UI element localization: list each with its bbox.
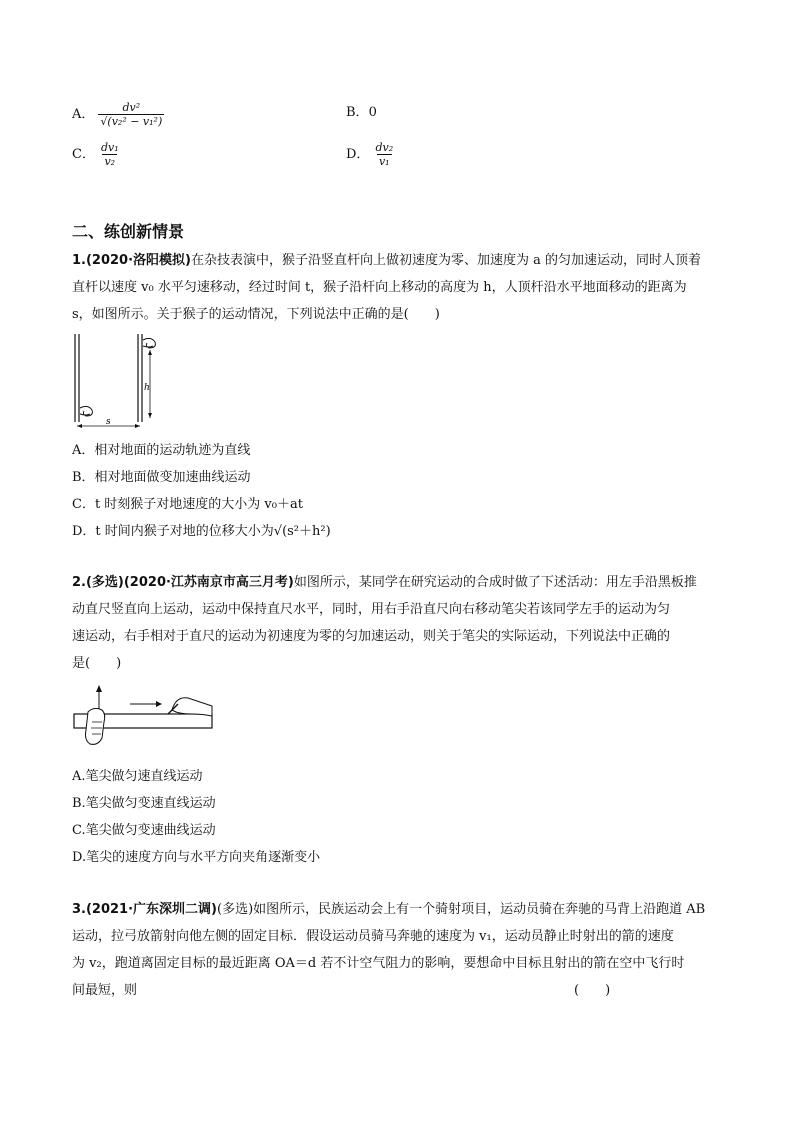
question-2-text-4: 是( )	[72, 656, 122, 671]
question-3-text-1: (多选)如图所示，民族运动会上有一个骑射项目，运动员骑在奔驰的马背上沿跑道 AB	[217, 902, 706, 917]
ruler-hands-figure	[72, 682, 214, 750]
monkey-top-icon	[143, 338, 155, 348]
question-3-line-1	[72, 896, 722, 923]
option-c-denominator: v₂	[104, 155, 116, 168]
question-1-option-c: C．t 时刻猴子对地速度的大小为 v₀＋at	[72, 497, 303, 512]
question-1-option-a: A．相对地面的运动轨迹为直线	[72, 443, 251, 458]
question-2-text-1: 如图所示，某同学在研究运动的合成时做了下述活动：用左手沿黑板推	[293, 575, 697, 590]
height-label: h	[144, 383, 150, 393]
distance-label: s	[106, 417, 111, 427]
question-2	[72, 569, 722, 677]
question-3-source: (2021·广东深圳二调)	[85, 902, 217, 917]
question-1-options	[72, 437, 331, 545]
option-a-label: A．	[72, 107, 95, 122]
question-1-text-1: 在杂技表演中，猴子沿竖直杆向上做初速度为零、加速度为 a 的匀加速运动，同时人顶着	[191, 253, 702, 268]
option-d	[346, 141, 395, 168]
option-a	[72, 101, 164, 128]
question-3-text-3: 为 v₂，跑道离固定目标的最近距离 OA＝d 若不计空气阻力的影响，要想命中目标且射出的箭在空中飞行时	[72, 956, 685, 971]
option-b-label: B．	[346, 105, 369, 120]
question-1-source: (2020·洛阳模拟)	[85, 253, 191, 268]
question-1-line-1	[72, 247, 722, 274]
question-1-text-3: s，如图所示。关于猴子的运动情况，下列说法中正确的是( )	[72, 307, 440, 322]
option-a-numerator: dv²	[122, 101, 141, 114]
option-a-fraction	[98, 101, 164, 128]
question-2-text-2: 动直尺竖直向上运动，运动中保持直尺水平，同时，用右手沿直尺向右移动笔尖若该同学左手的运动为匀	[72, 602, 671, 617]
question-2-line-1	[72, 569, 722, 596]
option-c	[72, 141, 121, 168]
question-2-option-d: D.笔尖的速度方向与水平方向夹角逐渐变小	[72, 850, 321, 865]
question-2-source: (多选)(2020·江苏南京市高三月考)	[85, 575, 294, 590]
question-3-bracket: ( )	[574, 983, 611, 998]
question-3-text-4: 间最短，则	[72, 983, 138, 998]
monkey-bottom-icon	[80, 406, 92, 416]
option-d-label: D．	[346, 147, 370, 162]
question-1-text-2: 直杆以速度 v₀ 水平匀速移动，经过时间 t，猴子沿杆向上移动的高度为 h，人顶杆沿水平地面移动的距离为	[72, 280, 687, 295]
option-b-value: 0	[368, 105, 377, 120]
option-a-denominator: √(v₂² − v₁²)	[100, 115, 163, 128]
question-2-option-a: A.笔尖做匀速直线运动	[72, 769, 203, 784]
option-c-label: C．	[72, 147, 95, 162]
question-2-options	[72, 763, 320, 871]
question-1-number: 1.	[72, 253, 86, 268]
question-2-text-3: 速运动，右手相对于直尺的运动为初速度为零的匀加速运动，则关于笔尖的实际运动，下列说法中正确的	[72, 629, 671, 644]
option-c-numerator: dv₁	[100, 141, 119, 154]
question-3	[72, 896, 722, 1004]
right-hand-icon	[172, 698, 212, 716]
option-d-numerator: dv₂	[375, 141, 394, 154]
question-3-text-2: 运动，拉弓放箭射向他左侧的固定目标．假设运动员骑马奔驰的速度为 v₁，运动员静止时射出的箭的速度	[72, 929, 674, 944]
section-title: 二、练创新情景	[72, 222, 185, 241]
left-hand-icon	[86, 708, 105, 744]
question-2-option-c: C.笔尖做匀变速曲线运动	[72, 823, 216, 838]
question-2-option-b: B.笔尖做匀变速直线运动	[72, 796, 216, 811]
question-2-number: 2.	[72, 575, 86, 590]
question-3-number: 3.	[72, 902, 86, 917]
option-d-denominator: v₁	[378, 155, 390, 168]
question-1-option-d: D．t 时间内猴子对地的位移大小为√(s²＋h²)	[72, 524, 331, 539]
question-1	[72, 247, 722, 328]
option-b	[346, 103, 377, 123]
option-d-fraction	[373, 141, 395, 168]
monkey-pole-figure	[70, 328, 180, 432]
option-c-fraction	[99, 141, 121, 168]
question-1-option-b: B．相对地面做变加速曲线运动	[72, 470, 251, 485]
